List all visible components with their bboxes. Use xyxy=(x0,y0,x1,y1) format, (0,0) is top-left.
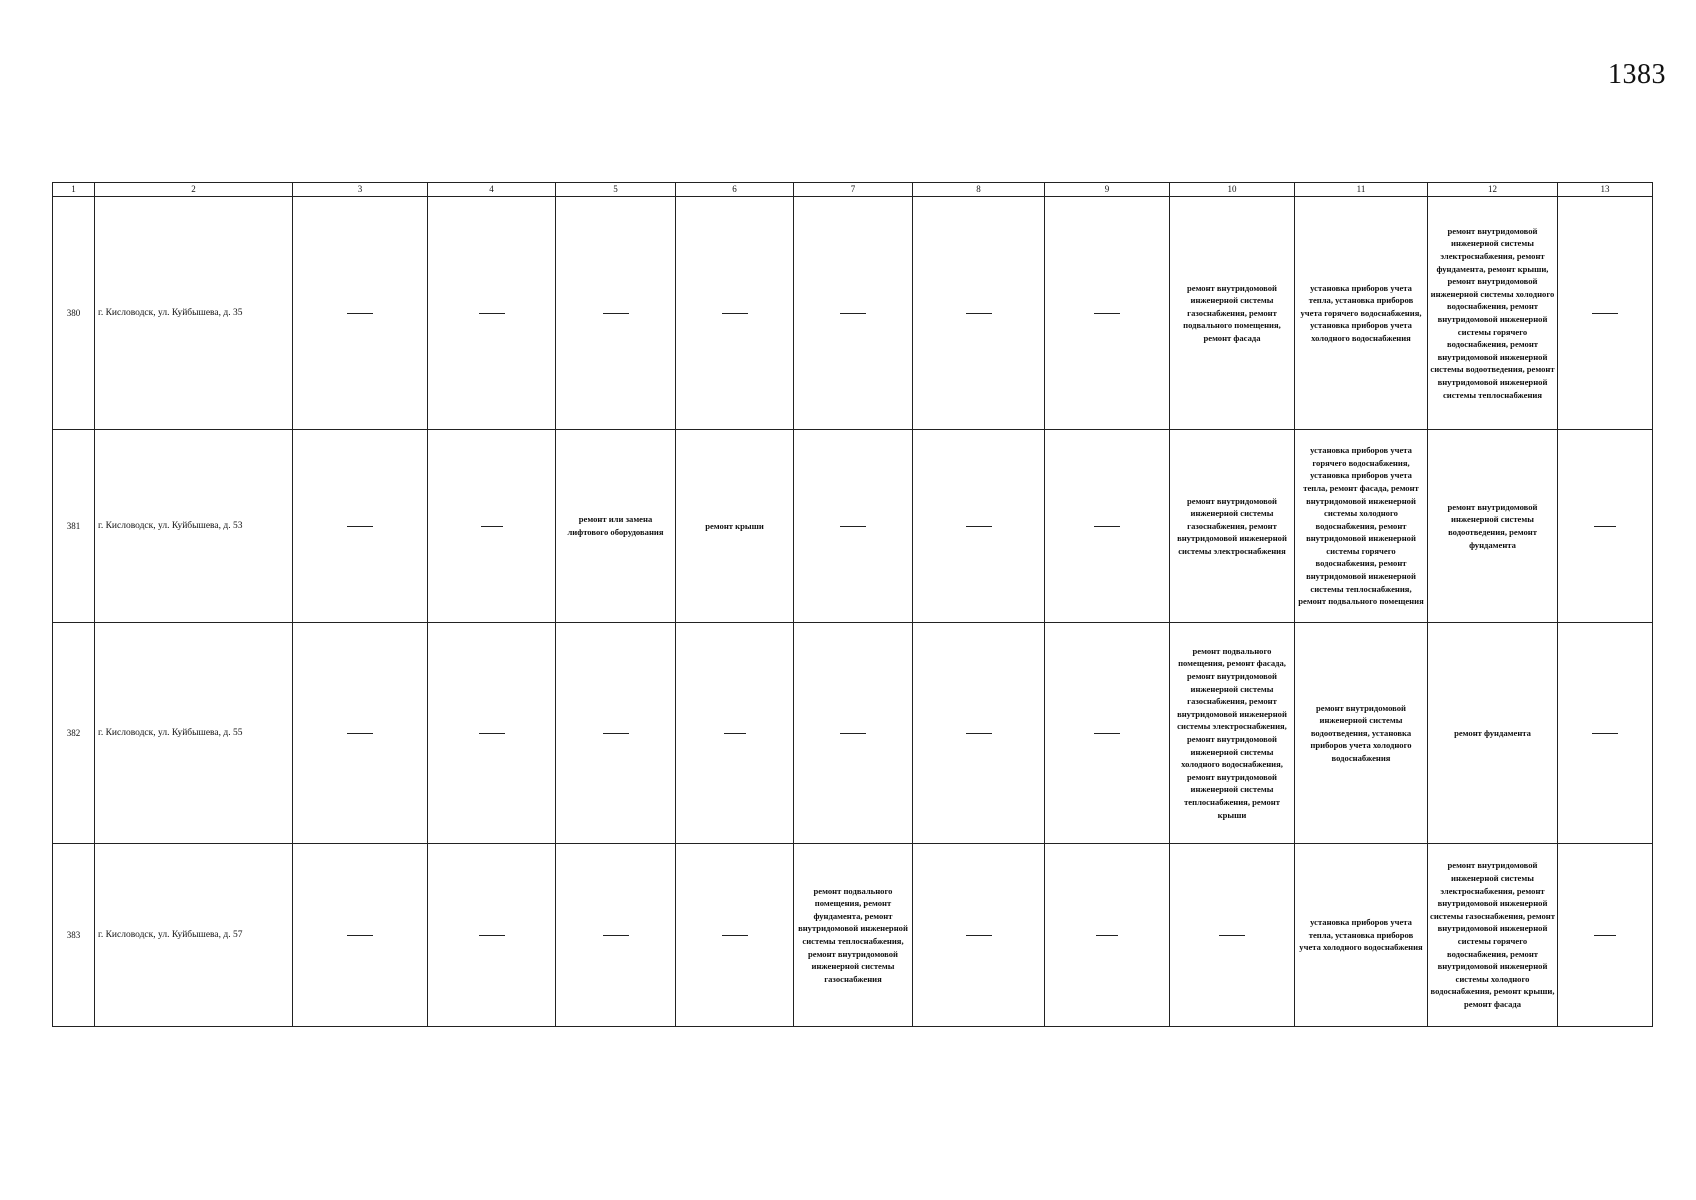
table-cell xyxy=(1558,197,1653,430)
row-number: 382 xyxy=(53,623,95,844)
table-cell xyxy=(1045,430,1170,623)
column-number: 6 xyxy=(676,183,794,197)
table-cell xyxy=(428,430,556,623)
dash-mark xyxy=(966,313,992,314)
repair-plan-table xyxy=(52,182,1653,1027)
table-cell xyxy=(1045,623,1170,844)
dash-mark xyxy=(347,733,373,734)
dash-mark xyxy=(966,526,992,527)
table-row xyxy=(53,430,1653,623)
table-cell: установка приборов учета горячего водоснабжения, установка приборов учета тепла, ремонт фасада, ремонт внутридомовой инженерной системы холодного водоснабжения, ремонт внутридомовой инженерной системы горячего водоснабжения, ремонт внутридомовой инженерной системы теплоснабжения, ремонт подвального помещения xyxy=(1295,430,1428,623)
column-number: 5 xyxy=(556,183,676,197)
table-cell xyxy=(676,623,794,844)
table-cell: ремонт фундамента xyxy=(1428,623,1558,844)
column-number: 11 xyxy=(1295,183,1428,197)
table-cell: ремонт внутридомовой инженерной системы водоотведения, установка приборов учета холодного водоснабжения xyxy=(1295,623,1428,844)
table-cell: ремонт внутридомовой инженерной системы газоснабжения, ремонт внутридомовой инженерной системы электроснабжения xyxy=(1170,430,1295,623)
column-number: 10 xyxy=(1170,183,1295,197)
table-cell xyxy=(428,197,556,430)
dash-mark xyxy=(724,733,746,734)
column-number: 8 xyxy=(913,183,1045,197)
table-cell xyxy=(1170,844,1295,1027)
dash-mark xyxy=(722,313,748,314)
table-cell: ремонт подвального помещения, ремонт фундамента, ремонт внутридомовой инженерной системы теплоснабжения, ремонт внутридомовой инженерной системы газоснабжения xyxy=(794,844,913,1027)
table-row xyxy=(53,844,1653,1027)
column-number: 2 xyxy=(95,183,293,197)
table-cell xyxy=(794,430,913,623)
table-cell: ремонт или замена лифтового оборудования xyxy=(556,430,676,623)
dash-mark xyxy=(966,733,992,734)
dash-mark xyxy=(840,313,866,314)
table-cell xyxy=(794,197,913,430)
table-cell xyxy=(293,197,428,430)
table-cell xyxy=(293,844,428,1027)
dash-mark xyxy=(603,313,629,314)
row-number: 381 xyxy=(53,430,95,623)
table-cell xyxy=(1558,623,1653,844)
table-cell: ремонт крыши xyxy=(676,430,794,623)
dash-mark xyxy=(479,733,505,734)
table-cell xyxy=(676,844,794,1027)
table-cell: ремонт внутридомовой инженерной системы электроснабжения, ремонт фундамента, ремонт крыши, ремонт внутридомовой инженерной системы холодного водоснабжения, ремонт внутридомовой инженерной системы горячего водоснабжения, ремонт внутридомовой инженерной системы водоотведения, ремонт внутридомовой инженерной системы теплоснабжения xyxy=(1428,197,1558,430)
column-number: 7 xyxy=(794,183,913,197)
column-number: 4 xyxy=(428,183,556,197)
table-cell xyxy=(556,623,676,844)
table-cell xyxy=(556,197,676,430)
table-cell: ремонт внутридомовой инженерной системы электроснабжения, ремонт внутридомовой инженерной системы газоснабжения, ремонт внутридомовой инженерной системы горячего водоснабжения, ремонт внутридомовой инженерной системы холодного водоснабжения, ремонт крыши, ремонт фасада xyxy=(1428,844,1558,1027)
table-cell xyxy=(428,623,556,844)
table-cell xyxy=(293,623,428,844)
table-cell xyxy=(676,197,794,430)
row-number: 380 xyxy=(53,197,95,430)
dash-mark xyxy=(481,526,503,527)
column-number: 12 xyxy=(1428,183,1558,197)
address-cell: г. Кисловодск, ул. Куйбышева, д. 53 xyxy=(95,430,293,623)
column-number: 9 xyxy=(1045,183,1170,197)
table-cell xyxy=(913,430,1045,623)
dash-mark xyxy=(603,935,629,936)
address-cell: г. Кисловодск, ул. Куйбышева, д. 35 xyxy=(95,197,293,430)
table-cell xyxy=(913,623,1045,844)
table-cell xyxy=(556,844,676,1027)
dash-mark xyxy=(479,313,505,314)
dash-mark xyxy=(479,935,505,936)
dash-mark xyxy=(347,935,373,936)
dash-mark xyxy=(840,526,866,527)
address-cell: г. Кисловодск, ул. Куйбышева, д. 57 xyxy=(95,844,293,1027)
dash-mark xyxy=(1096,935,1118,936)
table-cell xyxy=(293,430,428,623)
column-number: 1 xyxy=(53,183,95,197)
page-number: 1383 xyxy=(1608,59,1666,90)
table-cell xyxy=(913,197,1045,430)
dash-mark xyxy=(1094,526,1120,527)
dash-mark xyxy=(1592,733,1618,734)
dash-mark xyxy=(1594,526,1616,527)
table-cell xyxy=(913,844,1045,1027)
table-cell: установка приборов учета тепла, установка приборов учета горячего водоснабжения, установка приборов учета холодного водоснабжения xyxy=(1295,197,1428,430)
column-number: 3 xyxy=(293,183,428,197)
table-cell xyxy=(1045,197,1170,430)
dash-mark xyxy=(347,526,373,527)
table-cell xyxy=(1045,844,1170,1027)
table-cell xyxy=(1558,430,1653,623)
table-cell: ремонт внутридомовой инженерной системы водоотведения, ремонт фундамента xyxy=(1428,430,1558,623)
table-row xyxy=(53,197,1653,430)
table-cell: ремонт подвального помещения, ремонт фасада, ремонт внутридомовой инженерной системы газоснабжения, ремонт внутридомовой инженерной системы электроснабжения, ремонт внутридомовой инженерной системы холодного водоснабжения, ремонт внутридомовой инженерной системы теплоснабжения, ремонт крыши xyxy=(1170,623,1295,844)
dash-mark xyxy=(1592,313,1618,314)
dash-mark xyxy=(1094,733,1120,734)
dash-mark xyxy=(603,733,629,734)
dash-mark xyxy=(1094,313,1120,314)
table-cell: установка приборов учета тепла, установка приборов учета холодного водоснабжения xyxy=(1295,844,1428,1027)
table-row xyxy=(53,623,1653,844)
dash-mark xyxy=(966,935,992,936)
column-number: 13 xyxy=(1558,183,1653,197)
dash-mark xyxy=(347,313,373,314)
row-number: 383 xyxy=(53,844,95,1027)
column-number-row xyxy=(53,183,1653,197)
table-cell xyxy=(794,623,913,844)
table-cell: ремонт внутридомовой инженерной системы газоснабжения, ремонт подвального помещения, ремонт фасада xyxy=(1170,197,1295,430)
table-cell xyxy=(428,844,556,1027)
address-cell: г. Кисловодск, ул. Куйбышева, д. 55 xyxy=(95,623,293,844)
dash-mark xyxy=(1594,935,1616,936)
dash-mark xyxy=(840,733,866,734)
dash-mark xyxy=(1219,935,1245,936)
table-cell xyxy=(1558,844,1653,1027)
dash-mark xyxy=(722,935,748,936)
